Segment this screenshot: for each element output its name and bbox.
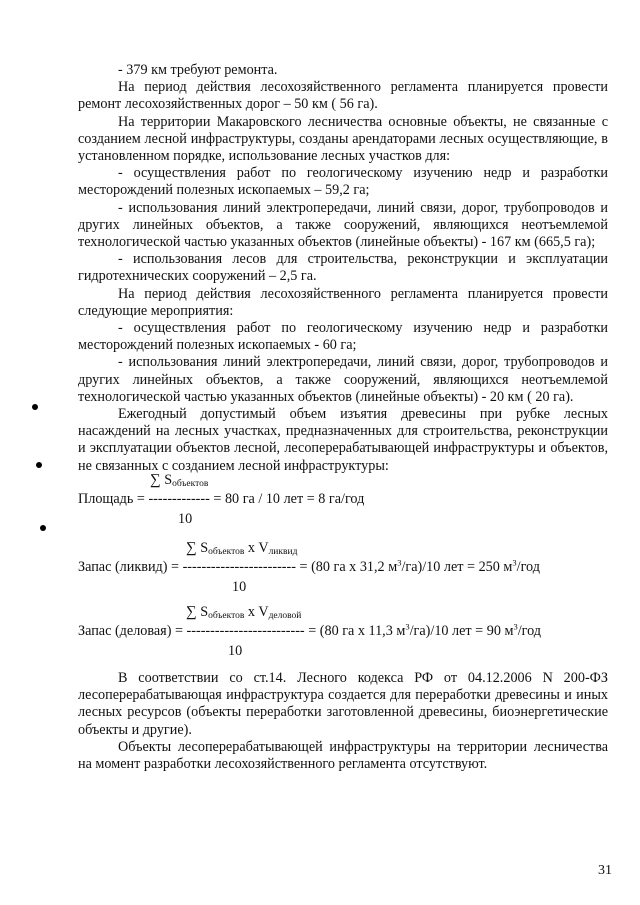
- paragraph: Ежегодный допустимый объем изъятия древесины при рубке лесных насаждений на лесных участках, предназначенных для строительства, реконструкции и эксплуатации объектов лесной, лесоперерабатывающей инфраструктуры и объектов, не связанных с созданием лесной инфраструктуры:: [78, 406, 608, 474]
- formula-numerator: ∑ $S_{объектов}$: [150, 472, 209, 489]
- paragraph: В соответствии со ст.14. Лесного кодекса РФ от 04.12.2006 N 200-ФЗ лесоперерабатывающая инфраструктура создается для переработки древесины и иных лесных ресурсов (объекты переработки заготовленной древесины, биоэнергетические объекты и другие).: [78, 670, 608, 738]
- formula-line: Запас (деловая) = ------------------------- = (80 га х 11,3 $м^3/га)/10$ лет = 90 $м^3$/год: [78, 621, 541, 639]
- formula-denominator: 10: [232, 579, 247, 595]
- punch-hole-mark: [32, 404, 38, 410]
- paragraph: - использования лесов для строительства, реконструкции и эксплуатации гидротехнических сооружений – 2,5 га.: [78, 251, 608, 285]
- paragraph: - использования линий электропередачи, линий связи, дорог, трубопроводов и других линейных объектов, а также сооружений, являющихся неотъемлемой технологической частью указанных объектов (линейные объекты) - 20 км ( 20 га).: [78, 354, 608, 405]
- formula-numerator: ∑ $S_{объектов}$ x $V_{ликвид}$: [186, 540, 298, 557]
- punch-hole-mark: [40, 525, 46, 531]
- paragraph: - 379 км требуют ремонта.: [118, 62, 278, 78]
- punch-hole-mark: [36, 462, 42, 468]
- formula-line: Запас (ликвид) = ------------------------ = (80 га х 31,2 $м^3/га)/10$ лет = 250 $м^3$/год: [78, 557, 540, 575]
- page-number: 31: [598, 863, 612, 878]
- formula-numerator: ∑ $S_{объектов}$ x $V_{деловой}$: [186, 604, 302, 621]
- formula-liquid-stock: [78, 540, 618, 600]
- paragraph: На период действия лесохозяйственного регламента планируется провести ремонт лесохозяйственных дорог – 50 км ( 56 га).: [78, 79, 608, 113]
- formula-denominator: 10: [178, 511, 193, 527]
- paragraph: - осуществления работ по геологическому изучению недр и разработки месторождений полезных ископаемых – 59,2 га;: [78, 165, 608, 199]
- body-text-top: [78, 62, 608, 475]
- formula-denominator: 10: [228, 643, 243, 659]
- formula-area: [78, 472, 618, 532]
- paragraph: На территории Макаровского лесничества основные объекты, не связанные с созданием лесной инфраструктуры, созданы арендаторами лесных осуществляющие, в установленном порядке, использование лесных участков для:: [78, 113, 608, 165]
- paragraph: - использования линий электропередачи, линий связи, дорог, трубопроводов и других линейных объектов, а также сооружений, являющихся неотъемлемой технологической частью указанных объектов (линейные объекты) - 167 км (665,5 га);: [78, 199, 608, 251]
- formula-business-stock: [78, 604, 618, 664]
- formula-line: Площадь = ------------- = 80 га / 10 лет = 8 га/год: [78, 491, 365, 507]
- body-text-bottom: [78, 670, 608, 773]
- paragraph: Объекты лесоперерабатывающей инфраструктуры на территории лесничества на момент разработки лесохозяйственного регламента отсутствуют.: [78, 738, 608, 773]
- paragraph: - осуществления работ по геологическому изучению недр и разработки месторождений полезных ископаемых - 60 га;: [78, 320, 608, 354]
- paragraph: На период действия лесохозяйственного регламента планируется провести следующие мероприятия:: [78, 285, 608, 319]
